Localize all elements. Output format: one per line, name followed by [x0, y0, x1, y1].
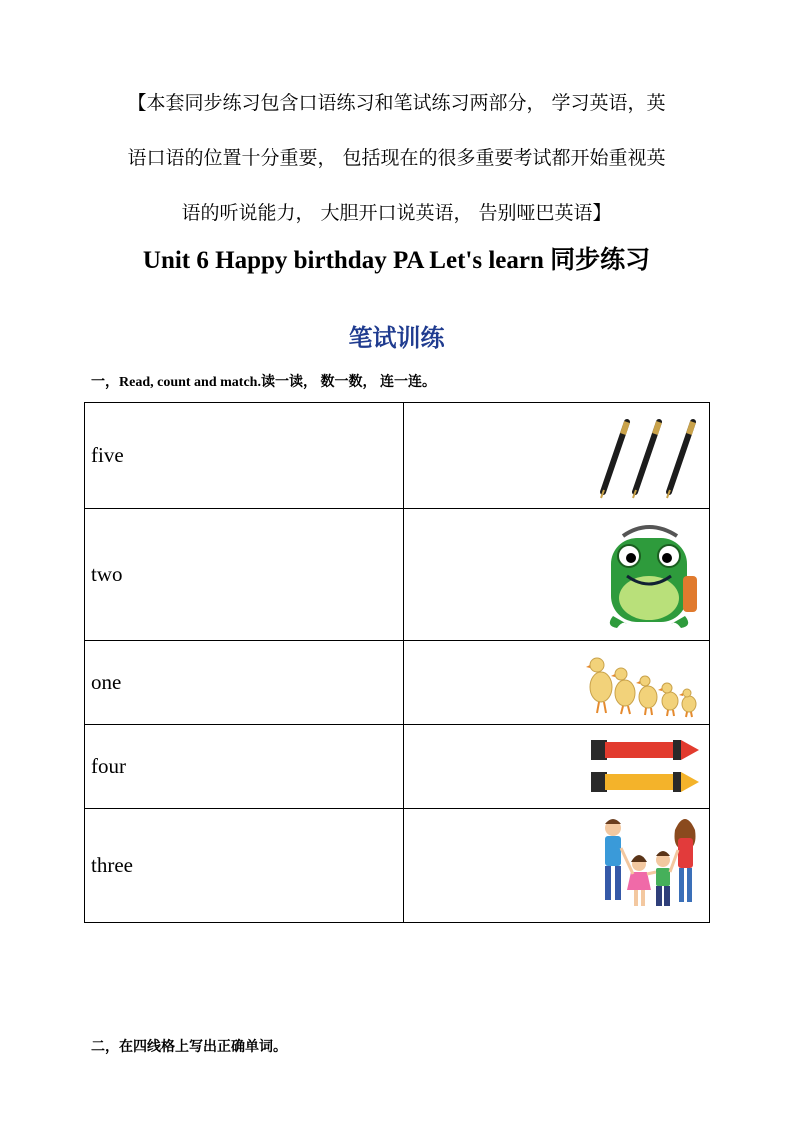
word-cell: three [85, 809, 404, 923]
exercise-2-instruction: 二，在四线格上写出正确单词。 [91, 1039, 287, 1055]
picture-cell[interactable] [404, 509, 710, 641]
table-row [85, 809, 710, 923]
table-row [85, 403, 710, 509]
word-cell: one [85, 641, 404, 725]
five-ducks-image [585, 647, 705, 719]
match-table [84, 402, 710, 923]
three-pens-image [597, 410, 705, 502]
frog-backpack-image [593, 516, 705, 634]
picture-cell[interactable] [404, 403, 710, 509]
word-cell: four [85, 725, 404, 809]
section-heading: 笔试训练 [348, 324, 445, 352]
word-cell: two [85, 509, 404, 641]
table-row [85, 641, 710, 725]
exercise-1-instruction: 一，Read, count and match.读一读， 数一数， 连一连。 [91, 375, 436, 390]
intro-line: 【本套同步练习包含口语练习和笔试练习两部分， 学习英语，英 [127, 92, 666, 114]
table-row [85, 725, 710, 809]
picture-cell[interactable] [404, 809, 710, 923]
intro-line: 语的听说能力， 大胆开口说英语， 告别哑巴英语】 [181, 202, 612, 224]
picture-cell[interactable] [404, 725, 710, 809]
table-row [85, 509, 710, 641]
two-crayons-image [587, 732, 705, 802]
intro-line: 语口语的位置十分重要， 包括现在的很多重要考试都开始重视英 [127, 147, 666, 169]
family-of-four-image [593, 814, 705, 918]
intro-paragraph [84, 76, 709, 241]
picture-cell[interactable] [404, 641, 710, 725]
page-title: Unit 6 Happy birthday PA Let's learn 同步练习 [142, 247, 651, 274]
word-cell: five [85, 403, 404, 509]
